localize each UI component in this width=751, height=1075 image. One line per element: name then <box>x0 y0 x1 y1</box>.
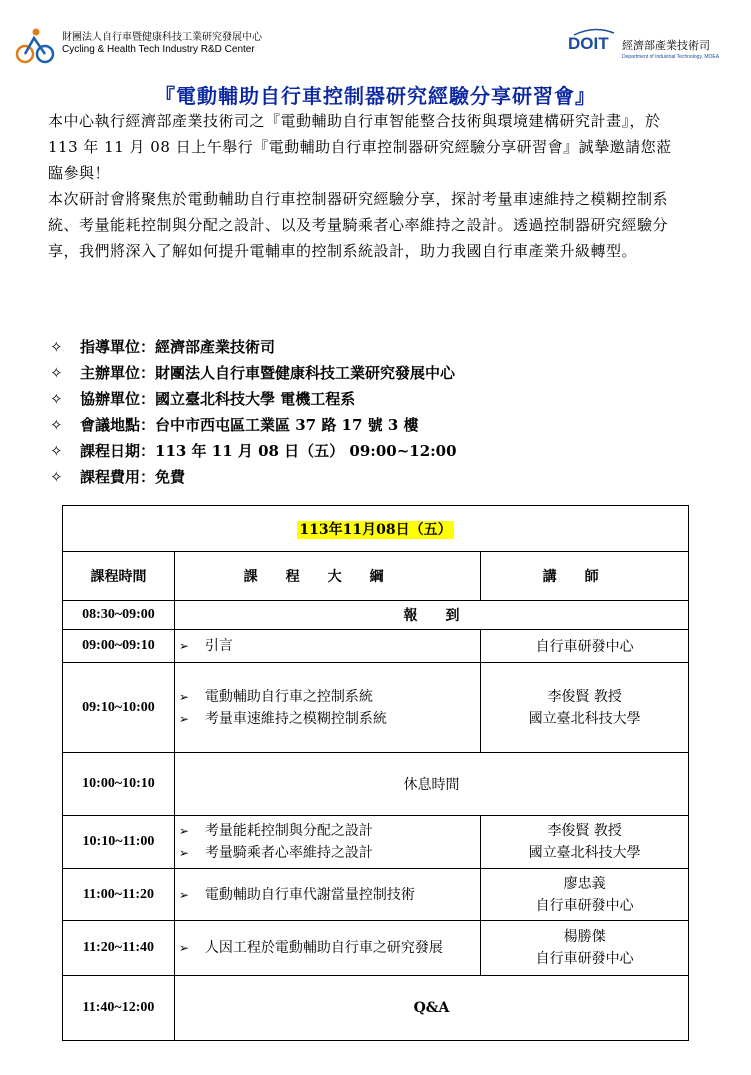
row-speaker: 楊勝傑 <box>563 929 606 945</box>
row-time: 11:40~12:00 <box>63 976 175 1041</box>
intro-text <box>48 108 680 264</box>
cycling-center-logo-block <box>14 26 262 66</box>
info-row <box>50 464 690 490</box>
doit-logo-block <box>568 30 738 66</box>
info-row <box>50 438 690 464</box>
row-full: 休息時間 <box>174 753 688 816</box>
row-item: 電動輔助自行車之控制系統 <box>204 688 373 705</box>
row-item: 電動輔助自行車代謝當量控制技術 <box>204 886 415 903</box>
row-item: 引言 <box>204 638 233 654</box>
schedule-header-row <box>63 552 689 601</box>
row-speaker-affiliation: 自行車研發中心 <box>535 951 634 967</box>
row-time: 08:30~09:00 <box>63 601 175 630</box>
row-speaker-affiliation: 自行車研發中心 <box>535 897 634 914</box>
info-value: 財團法人自行車暨健康科技工業研究發展中心 <box>155 364 456 382</box>
star-bullet-icon: ✧ <box>50 442 63 460</box>
arrow-bullet-icon: ➢ <box>178 887 189 902</box>
schedule-row <box>63 921 689 976</box>
star-bullet-icon: ✧ <box>50 390 63 408</box>
arrow-bullet-icon: ➢ <box>178 824 189 838</box>
row-speaker: 廖忠義 <box>563 875 606 892</box>
schedule-row <box>63 976 689 1041</box>
info-value: 免費 <box>155 468 186 486</box>
info-row <box>50 360 690 386</box>
doit-name-en: Department of Industrial Technology, MOEA <box>622 54 720 60</box>
row-speaker: 李俊賢 教授 <box>547 688 622 705</box>
info-value: 台中市西屯區工業區 37 路 17 號 3 樓 <box>155 416 419 434</box>
intro-paragraph-2: 本次研討會將聚焦於電動輔助自行車控制器研究經驗分享，探討考量車速維持之模糊控制系統、考量能耗控制與分配之設計、以及考量騎乘者心率維持之設計。透過控制器研究經驗分享，我們將深入了解如何提升電輔車的控制系統設計，助力我國自行車產業升級轉型。 <box>48 190 669 260</box>
info-label: 課程日期： <box>80 442 156 460</box>
row-time: 10:10~11:00 <box>63 816 175 869</box>
schedule-row <box>63 663 689 753</box>
doit-logo-word: DOIT <box>568 34 609 53</box>
info-label: 指導單位： <box>80 338 156 356</box>
schedule-date-row <box>63 506 689 552</box>
row-item: 考量騎乘者心率維持之設計 <box>204 845 373 861</box>
row-item: 人因工程於電動輔助自行車之研究發展 <box>204 940 443 956</box>
row-speaker: 李俊賢 教授 <box>547 823 622 839</box>
arrow-bullet-icon: ➢ <box>178 689 189 704</box>
schedule-row <box>63 869 689 921</box>
row-speaker-affiliation: 國立臺北科技大學 <box>528 710 641 727</box>
row-time: 11:20~11:40 <box>63 921 175 976</box>
schedule-table <box>62 505 689 1041</box>
info-value: 經濟部產業技術司 <box>155 338 276 356</box>
schedule-row <box>63 816 689 869</box>
star-bullet-icon: ✧ <box>50 468 63 486</box>
info-row <box>50 386 690 412</box>
star-bullet-icon: ✧ <box>50 364 63 382</box>
header-time: 課程時間 <box>63 552 175 601</box>
arrow-bullet-icon: ➢ <box>178 711 189 726</box>
row-time: 09:10~10:00 <box>63 663 175 753</box>
info-label: 協辦單位： <box>80 390 156 408</box>
row-speaker: 自行車研發中心 <box>481 630 689 663</box>
org-name-en: Cycling & Health Tech Industry R&D Center <box>62 44 255 55</box>
arrow-bullet-icon: ➢ <box>178 846 189 860</box>
cycling-center-logo-icon <box>14 26 58 66</box>
row-speaker-affiliation: 國立臺北科技大學 <box>528 845 641 861</box>
info-value: 113 年 11 月 08 日（五） 09:00~12:00 <box>155 442 457 460</box>
info-label: 課程費用： <box>80 468 156 486</box>
header-outline: 課程大綱 <box>243 569 412 585</box>
schedule-row <box>63 601 689 630</box>
star-bullet-icon: ✧ <box>50 338 63 356</box>
info-row <box>50 334 690 360</box>
org-name-zh: 財團法人自行車暨健康科技工業研究發展中心 <box>62 32 262 43</box>
schedule-row <box>63 630 689 663</box>
schedule-row <box>63 753 689 816</box>
row-time: 11:00~11:20 <box>63 869 175 921</box>
info-row <box>50 412 690 438</box>
row-full: Q&A <box>174 976 688 1041</box>
info-label: 會議地點： <box>80 416 156 434</box>
header-speaker: 講師 <box>542 569 627 585</box>
row-item: 考量車速維持之模糊控制系統 <box>204 710 387 727</box>
row-time: 09:00~09:10 <box>63 630 175 663</box>
row-full: 報 到 <box>174 601 688 630</box>
row-item: 考量能耗控制與分配之設計 <box>204 823 373 839</box>
schedule-date: 113年11月08日（五） <box>299 521 452 538</box>
intro-paragraph-1: 本中心執行經濟部產業技術司之『電動輔助自行車智能整合技術與環境建構研究計畫』，於 113 年 11 月 08 日上午舉行『電動輔助自行車控制器研究經驗分享研習會』誠摯邀請您蒞臨參與！ <box>48 112 672 182</box>
arrow-bullet-icon: ➢ <box>178 639 189 653</box>
row-time: 10:00~10:10 <box>63 753 175 816</box>
info-label: 主辦單位： <box>80 364 156 382</box>
page-title: 『電動輔助自行車控制器研究經驗分享研習會』 <box>155 84 596 108</box>
arrow-bullet-icon: ➢ <box>178 941 189 955</box>
event-info-list <box>50 334 690 490</box>
doit-name-zh: 經濟部產業技術司 <box>622 39 710 52</box>
star-bullet-icon: ✧ <box>50 416 63 434</box>
info-value: 國立臺北科技大學 電機工程系 <box>155 390 356 408</box>
